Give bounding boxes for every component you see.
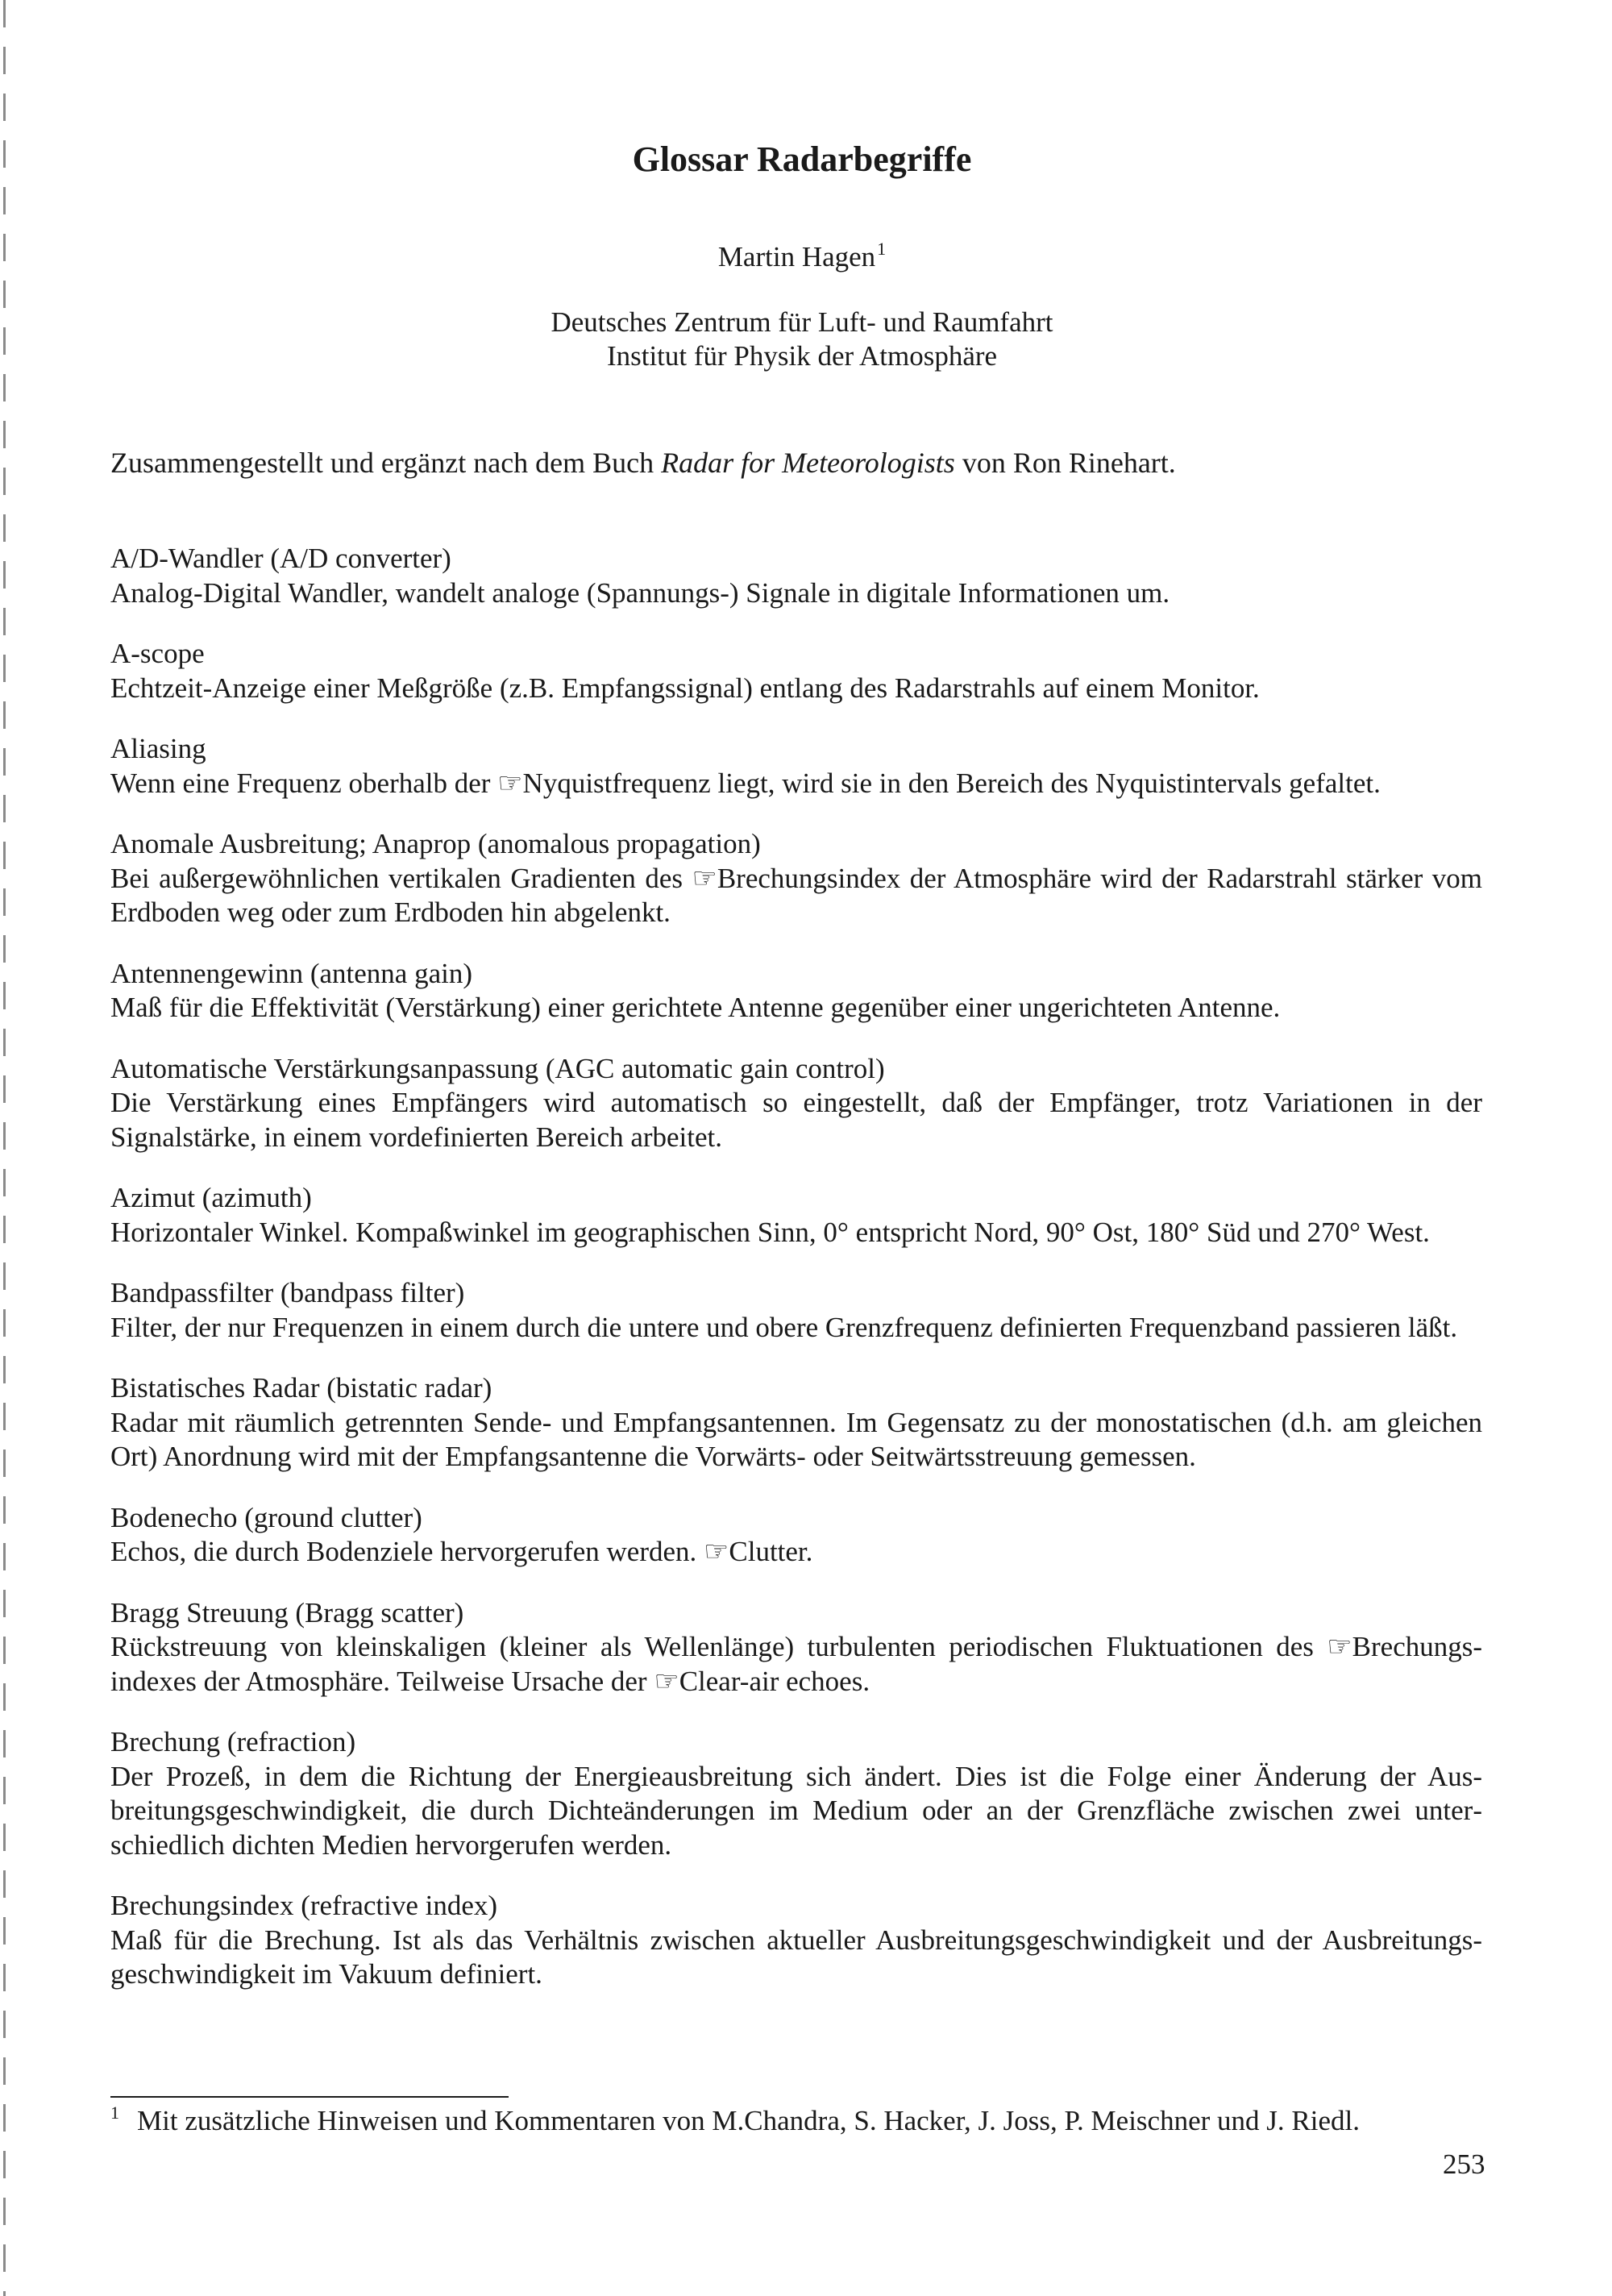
glossary-definition: Maß für die Brechung. Ist als das Verhältnis zwischen aktueller Ausbreitungsgeschwindigkeit und der Ausbreitungsgeschwindigkeit im Vakuum definiert. [110,1924,1482,1990]
glossary-definition: Die Verstärkung eines Empfängers wird automatisch so eingestellt, daß der Empfänger, trotz Variationen in der Signalstärke, in einem vordefinierten Bereich arbeitet. [110,1087,1482,1153]
glossary-entry [110,957,1482,1025]
glossary-definition: Horizontaler Winkel. Kompaßwinkel im geographischen Sinn, 0° entspricht Nord, 90° Ost, 180° Süd und 270° West. [110,1216,1430,1248]
glossary-term: Bodenecho (ground clutter) [110,1501,422,1533]
glossary-term: Antennengewinn (antenna gain) [110,957,473,989]
footnote [110,2096,1481,2138]
affiliation-line-1: Deutsches Zentrum für Luft- und Raumfahrt [550,306,1053,338]
glossary-definition: Radar mit räumlich getrennten Sende- und Empfangsantennen. Im Gegensatz zu der monostatischen (d.h. am gleichen Ort) Anordnung wird mit der Empfangsantenne die Vorwärts- oder Seitwärtsstreuung gemessen. [110,1406,1482,1472]
glossary-term: Automatische Verstärkungsanpassung (AGC automatic gain control) [110,1052,885,1084]
glossary-definition: Maß für die Effektivität (Verstärkung) einer gerichtete Antenne gegenüber einer ungerichteten Antenne. [110,992,1281,1023]
glossary-term: Azimut (azimuth) [110,1182,312,1213]
glossary-term: Brechungsindex (refractive index) [110,1890,498,1921]
glossary-entry [110,637,1482,705]
glossary-entry [110,1052,1482,1155]
glossary-term: Brechung (refraction) [110,1726,356,1757]
author-line [0,239,1604,273]
glossary-entry [110,1889,1482,1992]
glossary-entry [110,1181,1482,1250]
glossary-definition: Wenn eine Frequenz oberhalb der ☞Nyquistfrequenz liegt, wird sie in den Bereich des Nyquistintervals gefaltet. [110,767,1381,799]
glossary-definition: Echtzeit-Anzeige einer Meßgröße (z.B. Empfangssignal) entlang des Radarstrahls auf einem Monitor. [110,672,1260,704]
footnote-text: Mit zusätzliche Hinweisen und Kommentaren von M.Chandra, S. Hacker, J. Joss, P. Meischner und J. Riedl. [137,2105,1360,2136]
affiliation [0,306,1604,373]
glossary-term: Aliasing [110,733,206,764]
glossary-definition: Der Prozeß, in dem die Richtung der Energieausbreitung sich ändert. Dies ist die Folge einer Änderung der Ausbreitungsgeschwindigkeit, die durch Dichteänderungen im Medium oder an der Grenzfläche zwischen zwei unterschiedlich dichten Medien hervorgerufen werden. [110,1760,1482,1861]
glossary-entry [110,1596,1482,1699]
author-footnote-marker: 1 [877,239,887,259]
glossary-term: A/D-Wandler (A/D converter) [110,543,451,574]
intro-paragraph [110,445,1481,480]
glossary-entry [110,1725,1482,1862]
glossary-entry [110,542,1482,610]
glossary-definition: Filter, der nur Frequenzen in einem durch die untere und obere Grenzfrequenz definierten Frequenzband passieren läßt. [110,1311,1458,1343]
glossary-definition: Analog-Digital Wandler, wandelt analoge (Spannungs-) Signale in digitale Informationen um. [110,576,1170,609]
intro-text-after: von Ron Rinehart. [954,447,1176,479]
glossary-term: Bistatisches Radar (bistatic radar) [110,1372,492,1404]
glossary-entry [110,1501,1482,1570]
glossary-entry [110,1276,1482,1345]
affiliation-line-2: Institut für Physik der Atmosphäre [606,340,998,372]
glossary-term: Bandpassfilter (bandpass filter) [110,1277,465,1308]
author-name: Martin Hagen [717,241,876,272]
glossary-list [110,542,1482,2019]
glossary-entry [110,827,1482,930]
glossary-definition: Echos, die durch Bodenziele hervorgerufen werden. ☞Clutter. [110,1536,813,1567]
glossary-term: A-scope [110,638,205,669]
glossary-entry [110,732,1482,801]
footnote-marker: 1 [110,2103,119,2123]
glossary-term: Bragg Streuung (Bragg scatter) [110,1596,464,1628]
glossary-entry [110,1371,1482,1475]
glossary-term: Anomale Ausbreitung; Anaprop (anomalous propagation) [110,828,761,859]
glossary-definition: Rückstreuung von kleinskaligen (kleiner als Wellenlänge) turbulenten periodischen Fluktuationen des ☞Brechungsindexes der Atmosphäre. Teilweise Ursache der ☞Clear-air echoes. [110,1631,1482,1697]
book-title: Radar for Meteorologists [661,447,955,479]
intro-text-before: Zusammengestellt und ergänzt nach dem Buch [110,447,662,479]
glossary-definition: Bei außergewöhnlichen vertikalen Gradienten des ☞Brechungsindex der Atmosphäre wird der Radarstrahl stärker vom Erdboden weg oder zum Erdboden hin abgelenkt. [110,862,1482,928]
page-number: 253 [1443,2148,1485,2180]
document-title: Glossar Radarbegriffe [632,139,972,179]
